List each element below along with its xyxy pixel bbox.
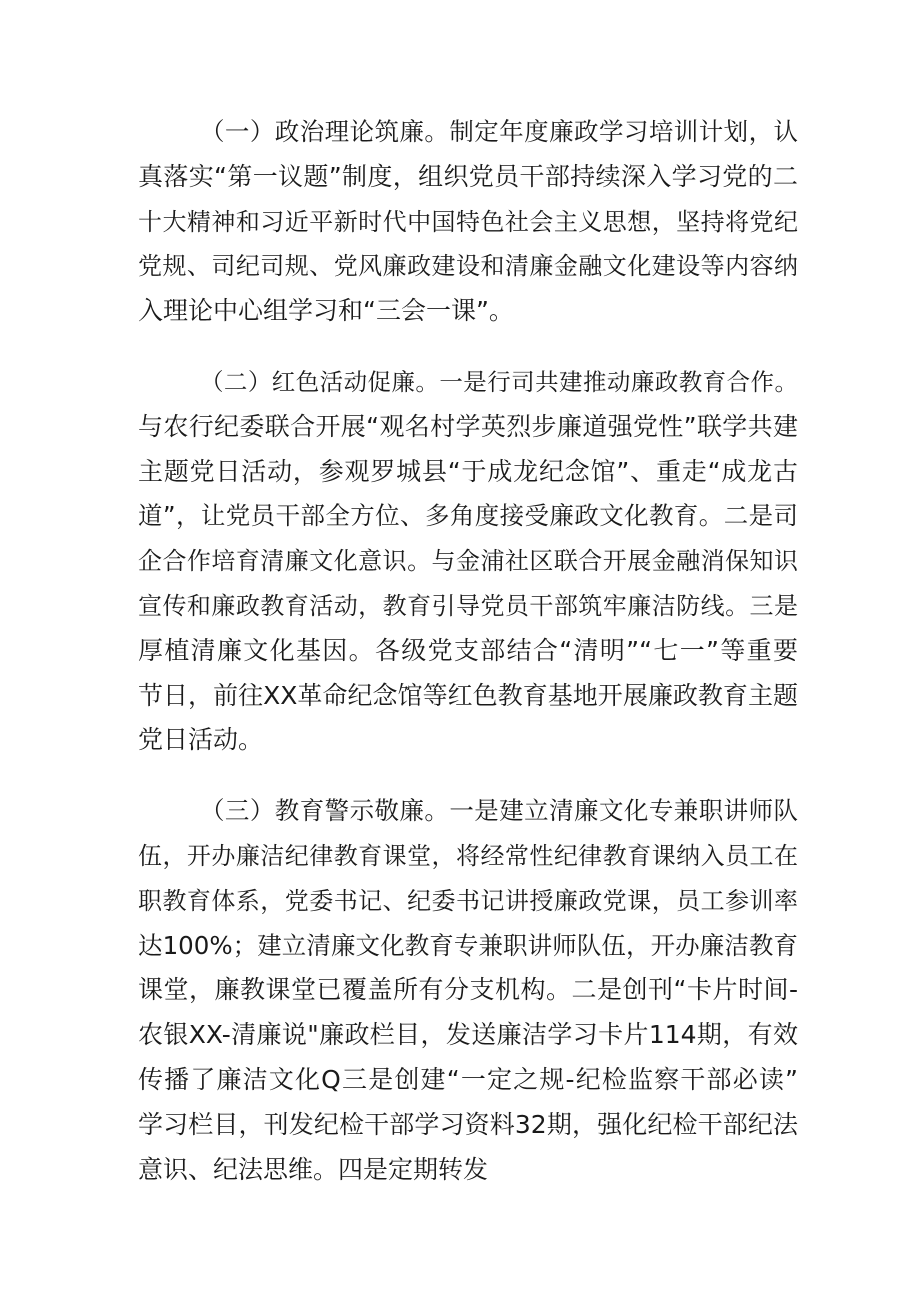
text-line: 企合作培育清廉文化意识。与金浦社区联合开展金融消保知识 [138,547,798,576]
text-line: 与农行纪委联合开展“观名村学英烈步廉道强党性”联学共建 [138,411,798,441]
text-line: 厚植清廉文化基因。各级党支部结合“清明”“七一”等重要 [138,635,798,665]
text-line: （三）教育警示敬廉。一是建立清廉文化专兼职讲师队 [200,796,798,826]
text-line: 入理论中心组学习和“三会一课”。 [138,296,514,326]
text-line: （一）政治理论筑廉。制定年度廉政学习培训计划，认 [200,117,798,146]
text-line: 党日活动。 [138,725,264,755]
text-line: 职教育体系，党委书记、纪委书记讲授廉政党课，员工参训率 [138,886,798,915]
text-line: 党规、司纪司规、党风廉政建设和清廉金融文化建设等内容纳 [138,252,798,281]
text-line: 主题党日活动，参观罗城县“于成龙纪念馆”、重走“成龙古 [138,456,798,486]
text-line: 达100%；建立清廉文化教育专兼职讲师队伍，开办廉洁教育 [138,930,798,960]
paragraph-red-activities [138,360,798,763]
text-line: 传播了廉洁文化Q三是创建“一定之规-纪检监察干部必读” [138,1064,798,1094]
text-line: （二）红色活动促廉。一是行司共建推动廉政教育合作。 [200,367,798,396]
text-line: 农银XX-清廉说"廉政栏目，发送廉洁学习卡片114期，有效 [138,1020,798,1050]
text-line: 学习栏目，刊发纪检干部学习资料32期，强化纪检干部纪法 [138,1109,798,1139]
text-line: 真落实“第一议题”制度，组织党员干部持续深入学习党的二 [138,161,798,191]
text-line: 道”，让党员干部全方位、多角度接受廉政文化教育。二是司 [138,501,798,531]
paragraph-political-theory [138,110,798,334]
text-line: 十大精神和习近平新时代中国特色社会主义思想，坚持将党纪 [138,207,798,236]
text-line: 意识、纪法思维。四是定期转发 [138,1154,489,1184]
text-line: 伍，开办廉洁纪律教育课堂，将经常性纪律教育课纳入员工在 [138,841,798,870]
text-line: 节日，前往XX革命纪念馆等红色教育基地开展廉政教育主题 [138,680,798,710]
text-line: 课堂，廉教课堂已覆盖所有分支机构。二是创刊“卡片时间- [138,975,798,1005]
paragraph-warning-education [138,789,798,1192]
document-page [138,110,798,1218]
text-line: 宣传和廉政教育活动，教育引导党员干部筑牢廉洁防线。三是 [138,591,798,620]
